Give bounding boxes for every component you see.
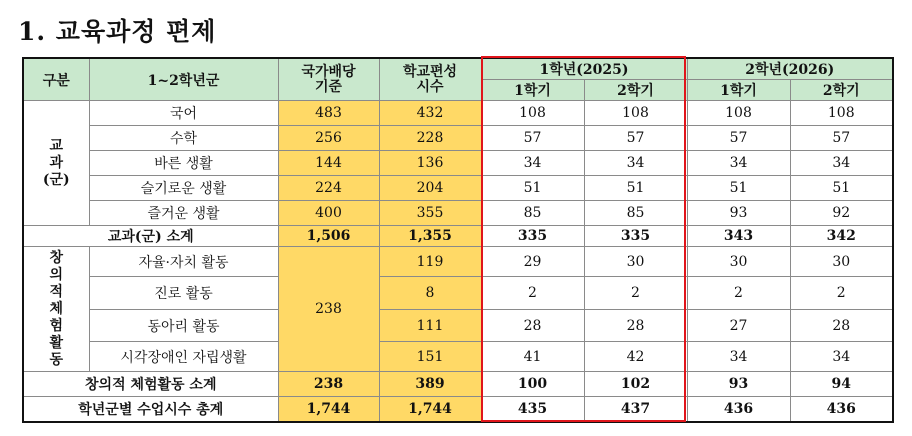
subject-name: 슬기로운 생활 xyxy=(89,176,278,201)
y2-s1-hours: 343 xyxy=(687,226,790,247)
table-row xyxy=(23,126,893,151)
creative-group-char: 동 xyxy=(49,351,64,368)
y2-s2-hours: 342 xyxy=(790,226,893,247)
table-row xyxy=(23,201,893,226)
header-year1-sem2: 2학기 xyxy=(584,80,687,101)
table-row xyxy=(23,310,893,342)
header-national-line1: 국가배당 xyxy=(301,63,356,80)
header-school-line2: 시수 xyxy=(416,78,444,95)
y1-s2-hours: 85 xyxy=(584,201,687,226)
school-hours: 151 xyxy=(379,342,481,372)
national-hours: 483 xyxy=(278,101,379,126)
y2-s1-hours: 93 xyxy=(687,201,790,226)
school-hours: 1,355 xyxy=(379,226,481,247)
school-hours: 136 xyxy=(379,151,481,176)
y1-s2-hours: 437 xyxy=(584,397,687,422)
y1-s1-hours: 51 xyxy=(481,176,584,201)
grand-total-label: 학년군별 수업시수 총계 xyxy=(23,397,278,422)
subjects-group-line3: (군) xyxy=(42,171,70,188)
creative-group-char: 활 xyxy=(49,334,64,351)
header-division: 구분 xyxy=(23,58,89,101)
y1-s1-hours: 100 xyxy=(481,372,584,397)
subject-name: 국어 xyxy=(89,101,278,126)
y2-s2-hours: 2 xyxy=(790,277,893,310)
creative-group-char: 의 xyxy=(49,266,64,283)
table-row xyxy=(23,151,893,176)
school-hours: 432 xyxy=(379,101,481,126)
y2-s2-hours: 34 xyxy=(790,151,893,176)
national-hours: 144 xyxy=(278,151,379,176)
y2-s1-hours: 34 xyxy=(687,151,790,176)
y2-s1-hours: 34 xyxy=(687,342,790,372)
national-hours: 1,744 xyxy=(278,397,379,422)
creative-group-char: 창 xyxy=(49,249,64,266)
y2-s2-hours: 51 xyxy=(790,176,893,201)
school-hours: 389 xyxy=(379,372,481,397)
school-hours: 204 xyxy=(379,176,481,201)
creative-national-hours: 238 xyxy=(278,247,379,372)
y2-s1-hours: 27 xyxy=(687,310,790,342)
school-hours: 228 xyxy=(379,126,481,151)
table-row xyxy=(23,176,893,201)
creative-subtotal-row xyxy=(23,372,893,397)
national-hours: 256 xyxy=(278,126,379,151)
y1-s2-hours: 108 xyxy=(584,101,687,126)
y1-s2-hours: 34 xyxy=(584,151,687,176)
subjects-subtotal-row xyxy=(23,226,893,247)
table-row xyxy=(23,247,893,277)
school-hours: 1,744 xyxy=(379,397,481,422)
school-hours: 119 xyxy=(379,247,481,277)
y1-s1-hours: 335 xyxy=(481,226,584,247)
header-school xyxy=(379,58,481,101)
subtotal-label: 창의적 체험활동 소계 xyxy=(23,372,278,397)
y2-s1-hours: 57 xyxy=(687,126,790,151)
y2-s1-hours: 30 xyxy=(687,247,790,277)
y1-s1-hours: 85 xyxy=(481,201,584,226)
y1-s1-hours: 34 xyxy=(481,151,584,176)
y1-s2-hours: 57 xyxy=(584,126,687,151)
header-grade-group: 1~2학년군 xyxy=(89,58,278,101)
header-year2: 2학년(2026) xyxy=(687,58,893,80)
activity-name: 동아리 활동 xyxy=(89,310,278,342)
y1-s2-hours: 42 xyxy=(584,342,687,372)
y1-s2-hours: 2 xyxy=(584,277,687,310)
national-hours: 400 xyxy=(278,201,379,226)
creative-group-char: 적 xyxy=(49,283,64,300)
activity-name: 진로 활동 xyxy=(89,277,278,310)
creative-group-label xyxy=(23,247,89,372)
y1-s2-hours: 102 xyxy=(584,372,687,397)
subtotal-label: 교과(군) 소계 xyxy=(23,226,278,247)
creative-group-char: 체 xyxy=(49,300,64,317)
table-row xyxy=(23,101,893,126)
school-hours: 8 xyxy=(379,277,481,310)
y1-s1-hours: 57 xyxy=(481,126,584,151)
y1-s1-hours: 41 xyxy=(481,342,584,372)
school-hours: 355 xyxy=(379,201,481,226)
y2-s2-hours: 34 xyxy=(790,342,893,372)
subject-name: 즐거운 생활 xyxy=(89,201,278,226)
y1-s1-hours: 108 xyxy=(481,101,584,126)
header-national xyxy=(278,58,379,101)
y1-s1-hours: 435 xyxy=(481,397,584,422)
school-hours: 111 xyxy=(379,310,481,342)
subjects-group-line2: 과 xyxy=(49,154,64,171)
subject-name: 바른 생활 xyxy=(89,151,278,176)
national-hours: 238 xyxy=(278,372,379,397)
y2-s1-hours: 2 xyxy=(687,277,790,310)
table-row xyxy=(23,342,893,372)
y2-s1-hours: 93 xyxy=(687,372,790,397)
y2-s2-hours: 94 xyxy=(790,372,893,397)
y1-s2-hours: 28 xyxy=(584,310,687,342)
y2-s2-hours: 92 xyxy=(790,201,893,226)
table-row xyxy=(23,277,893,310)
activity-name: 자율·자치 활동 xyxy=(89,247,278,277)
y2-s1-hours: 436 xyxy=(687,397,790,422)
y1-s2-hours: 335 xyxy=(584,226,687,247)
header-year1: 1학년(2025) xyxy=(481,58,687,80)
y2-s2-hours: 28 xyxy=(790,310,893,342)
national-hours: 224 xyxy=(278,176,379,201)
header-year2-sem1: 1학기 xyxy=(687,80,790,101)
national-hours: 1,506 xyxy=(278,226,379,247)
y1-s1-hours: 28 xyxy=(481,310,584,342)
page-title: 1. 교육과정 편제 xyxy=(18,17,217,46)
y2-s1-hours: 108 xyxy=(687,101,790,126)
y1-s1-hours: 29 xyxy=(481,247,584,277)
y2-s1-hours: 51 xyxy=(687,176,790,201)
y2-s2-hours: 30 xyxy=(790,247,893,277)
y1-s1-hours: 2 xyxy=(481,277,584,310)
y1-s2-hours: 51 xyxy=(584,176,687,201)
y2-s2-hours: 108 xyxy=(790,101,893,126)
subjects-group-label xyxy=(23,101,89,226)
grand-total-row xyxy=(23,397,893,422)
header-national-line2: 기준 xyxy=(314,78,343,95)
creative-group-char: 험 xyxy=(49,317,64,334)
subjects-group-line1: 교 xyxy=(49,137,64,154)
y2-s2-hours: 57 xyxy=(790,126,893,151)
y2-s2-hours: 436 xyxy=(790,397,893,422)
subject-name: 수학 xyxy=(89,126,278,151)
header-year1-sem1: 1학기 xyxy=(481,80,584,101)
activity-name: 시각장애인 자립생활 xyxy=(89,342,278,372)
y1-s2-hours: 30 xyxy=(584,247,687,277)
header-school-line1: 학교편성 xyxy=(402,63,458,80)
curriculum-table xyxy=(22,57,894,423)
header-year2-sem2: 2학기 xyxy=(790,80,893,101)
